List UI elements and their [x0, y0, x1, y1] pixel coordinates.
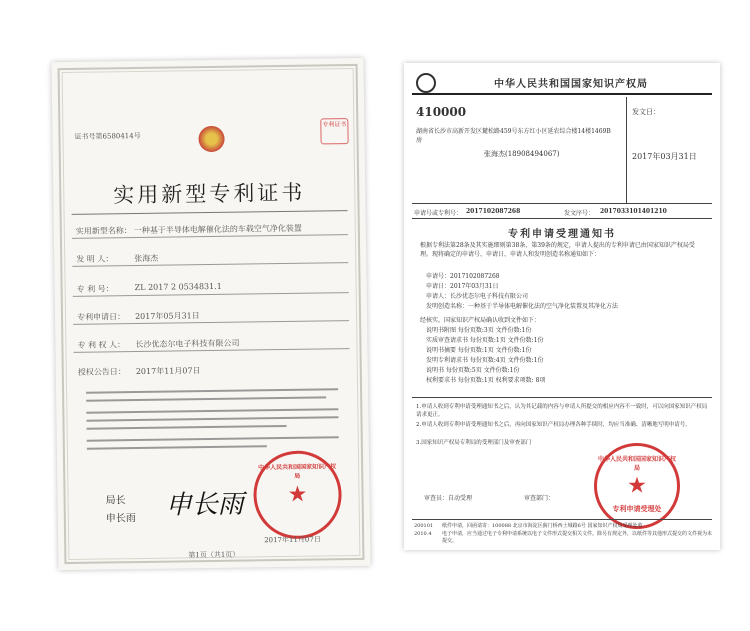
field-value: 2017年05月31日 — [134, 311, 200, 322]
file-row: 说明书附图 每份页数:3页 文件份数:1份 — [426, 327, 532, 334]
seal-star-icon: ★ — [627, 473, 647, 499]
field-value: 长沙优态尔电子科技有限公司 — [135, 338, 240, 350]
field-label: 专利申请日： — [76, 312, 126, 322]
note: 2.申请人收到专利申请受理通知书之后，再向国家知识产权局办理各种手续时，均应当准确、清晰地写明申请号。 — [416, 422, 691, 428]
file-row: 实质审查请求书 每份页数:1页 文件份数:1份 — [426, 337, 544, 344]
footer-code: 200101 — [414, 523, 434, 529]
field-label: 授权公告日： — [77, 367, 126, 377]
file-row: 说明书摘要 每份页数:1页 文件份数:1份 — [426, 347, 532, 354]
notice-header: 中华人民共和国国家知识产权局 — [494, 79, 648, 90]
notice-title: 专利申请受理通知书 — [508, 229, 616, 240]
files-intro: 经核实，国家知识产权局确认收到文件如下： — [420, 317, 541, 324]
examiner: 审查员：自动受理 — [424, 495, 473, 502]
notice-seal — [594, 443, 680, 529]
file-row: 说明书 每份页数:5页 文件份数:1份 — [426, 367, 520, 374]
header-rule — [412, 93, 712, 95]
director-signature: 申长雨 — [165, 489, 244, 521]
field-value: 张海杰 — [134, 253, 159, 264]
footer-date: 2010.4 — [414, 531, 432, 537]
file-row: 发明专利请求书 每份页数:4页 文件份数:1份 — [426, 357, 544, 364]
header-bottom-rule — [412, 203, 712, 204]
director-name: 申长雨 — [105, 513, 136, 525]
file-row: 权利要求书 每份页数:1页 权利要求项数: 8项 — [426, 377, 546, 384]
certificate-body-text — [51, 58, 363, 62]
postcode: 410000 — [416, 105, 467, 119]
patent-certificate — [51, 58, 370, 570]
note: 3.国家知识产权局专利局的受理部门及审查部门 — [416, 440, 532, 446]
acceptance-notice — [404, 63, 720, 550]
app-no-label: 申请号或专利号： — [414, 210, 463, 217]
app-item: 申请号：2017102087268 — [426, 273, 500, 280]
director-label: 局长 — [105, 495, 126, 507]
seal-text: 中华人民共和国国家知识产权局 — [597, 456, 676, 472]
field-value: ZL 2017 2 0534831.1 — [134, 281, 222, 293]
issue-date: 2017年03月31日 — [632, 152, 697, 161]
app-item: 申请人：长沙优态尔电子科技有限公司 — [426, 293, 529, 300]
certificate-number: 证书号第6580414号 — [74, 131, 141, 141]
field-label: 发 明 人： — [76, 254, 114, 264]
cnipa-logo-icon — [416, 73, 436, 93]
department: 审查部门： — [524, 495, 555, 502]
app-item: 发明创造名称：一种基于半导体电解催化法的空气净化装置及其净化方法 — [426, 303, 619, 310]
page-number: 第1页（共1页） — [188, 550, 240, 560]
notes-rule — [412, 397, 712, 398]
address: 湖南省长沙市高新开发区麓松路459号东方红小区延农综合楼14楼1469B房 — [416, 128, 611, 144]
field-label: 专 利 权 人： — [77, 340, 126, 350]
meta-rule — [412, 218, 712, 219]
recipient: 张海杰(18908494067) — [484, 150, 560, 158]
issue-date-label: 发文日： — [632, 108, 660, 116]
field-value: 2017年11月07日 — [135, 366, 201, 377]
seal-star-icon: ★ — [287, 482, 308, 508]
certificate-title: 实用新型专利证书 — [113, 180, 306, 208]
field-label: 实用新型名称： — [75, 226, 132, 236]
seal-text: 中华人民共和国国家知识产权局 — [258, 463, 337, 480]
seal-dept: 专利申请受理处 — [612, 504, 662, 513]
footer-text-electronic: 电子申请，应当通过电子专利申请系统以电子文件形式提交相关文件。除另有规定外，以纸件等其他形式提交的文件视为未提交。 — [442, 531, 713, 544]
field-label: 专 利 号： — [76, 284, 114, 294]
app-item: 申请日：2017年03月31日 — [426, 283, 499, 290]
note: 1.申请人收到专利申请受理通知书之后，认为其记载的内容与申请人所提交的相应内容不一致时，可以向国家知识产权局请求更正。 — [416, 404, 708, 418]
header-separator — [626, 97, 627, 203]
footer-text: 纸件申请，回函请寄：100088 北京市海淀区蓟门桥西土城路6号 国家知识产权局受理处收 — [442, 523, 643, 529]
app-no: 2017102087268 — [466, 208, 521, 215]
doc-no-label: 发文序号： — [564, 210, 595, 217]
notice-intro: 根据专利法第28条及其实施细则第38条、第39条的规定，申请人提出的专利申请已由国家知识产权局受理。现将确定的申请号、申请日、申请人和发明创造名称通知如下： — [420, 242, 695, 258]
footer-rule — [412, 519, 712, 520]
seal-date: 2017年11月07日 — [264, 535, 321, 545]
doc-no: 2017033101401210 — [600, 208, 667, 215]
certificate-stamp: 专利证书 — [320, 118, 348, 144]
field-value: 一种基于半导体电解催化法的车载空气净化装置 — [133, 223, 302, 236]
